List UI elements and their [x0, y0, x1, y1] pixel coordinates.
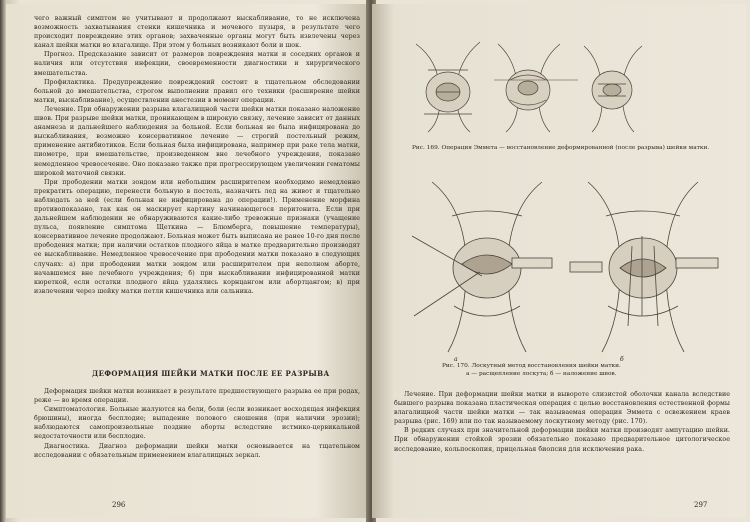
paragraph: Деформация шейки матки возникает в результате предшествующего разрыва ее при родах, реже — во время операции. [34, 388, 360, 405]
figure-170-caption-line2: а — расщепление лоскута; б — наложение швов. [466, 371, 617, 377]
left-text-block-2 [34, 387, 360, 460]
paragraph: Диагностика. Диагноз деформации шейки матки основывается на тщательном исследовании с обязательным применением влагалищных зеркал. [34, 442, 360, 459]
paragraph: Лечение. При обнаружении разрыва влагалищной части шейки матки показано наложение швов. При разрыве шейки матки, проникающем в широкую связку, лечение зависит от данных анамнеза и дальнейшего наблюдения за больной. Если больная не была инфицирована до выскабливания, возможно консервативное лечение — строгий постельный режим, применение антибиотиков. Если больная была инфицирована, например при раке тела матки, пиометре, при вмешательстве, произведенном вне лечебного учреждения, показано немедленное чревосечение. Оно показано также при прогрессирующем увеличении гематомы широкой маточной связки. [34, 105, 360, 177]
paragraph: Прогноз. Предсказание зависит от размеров повреждения матки и соседних органов и наличия или отсутствия инфекции, своевременности диагностики и хирургического вмешательства. [34, 51, 360, 77]
left-text-block [34, 14, 360, 296]
figure-label-b: б [620, 356, 624, 363]
page-number-right: 297 [694, 501, 708, 509]
paragraph: чего важный симптом не учитывают и продолжают выскабливание, то не исключена возможность захватывания стенки кишечника и мочевого пузыря, в результате чего происходит повреждение этих органов; захваченные органы могут быть извлечены через канал шейки матки во влагалище. При этом у больных возникают боли и шок. [34, 15, 360, 50]
paragraph: Лечение. При деформации шейки матки и вывороте слизистой оболочки канала вследствие бывшего разрыва показана пластическая операция с целью восстановления естественной формы влагалищной части шейки матки — так называемая операция Эммета с освежением краев разрыва (рис. 169) или по так называемому лоскутному методу (рис. 170). [394, 391, 730, 426]
figure-169-illustration [398, 30, 648, 134]
paragraph: Профилактика. Предупреждение повреждений состоит в тщательном обследовании больной до вмешательства, строгом выполнении правил его техники (расширение шейки матки, выскабливание), осуществлении анестезии в момент операции. [34, 78, 360, 104]
section-heading: ДЕФОРМАЦИЯ ШЕЙКИ МАТКИ ПОСЛЕ ЕЕ РАЗРЫВА [92, 369, 330, 378]
figure-170-caption-line1: Рис. 170. Лоскутный метод восстановления шейки матки. [442, 363, 621, 369]
paragraph: При прободении матки зондом или небольшим расширителем необходимо немедленно прекратить операцию, перенести больную в постель, назначить лед на живот и тщательно наблюдать за ней (если больная не инфицирована до операции!). Применение морфина противопоказано, так как он маскирует картину начинающегося перитонита. Если при дальнейшем наблюдении не обнаруживаются какие-либо тревожные признаки (учащение пульса, появление симптома Щеткина — Блюмберга, повышение температуры), консервативное лечение продолжают. Больная может быть выписана не ранее 10-го дня после прободения матки; при наличии остатков плодного яйца в матке предварительно производят ее выскабливание. Немедленное чревосечение при прободении матки показано в следующих случаях: а) при прободении матки зондом или расширителем при неполном аборте, начавшемся вне лечебного учреждения; б) при выскабливании инфицированной матки кюреткой, если остатки плодного яйца удалялись корнцангом или абортцангом; в) при извлечении через шейку матки петли кишечника или сальника. [34, 178, 360, 295]
figure-label-a: а [454, 356, 458, 363]
right-page [372, 4, 746, 518]
figure-170-caption [442, 362, 722, 378]
page-number-left: 296 [112, 501, 126, 509]
right-text-block [394, 390, 730, 454]
figure-170-illustration [392, 176, 732, 356]
paragraph: В редких случаях при значительной деформации шейки матки производят ампутацию шейки. При обнаружении стойкой эрозии обязательно показано предварительное цитологическое исследование, кольпоскопия, прицельная биопсия для исключения рака. [394, 427, 730, 453]
figure-169-caption: Рис. 169. Операция Эммета — восстановление деформированной (после разрыва) шейки матки. [412, 145, 710, 151]
paragraph: Симптоматология. Больные жалуются на бели, боли (если возникает восходящая инфекция брюшины), иногда бесплодие; выпадение полового сношения (при наличии эрозии); наблюдаются самопроизвольные поздние аборты вследствие истмико-цервикальной недостаточности или бесплодие. [34, 406, 360, 441]
left-page [6, 4, 370, 518]
